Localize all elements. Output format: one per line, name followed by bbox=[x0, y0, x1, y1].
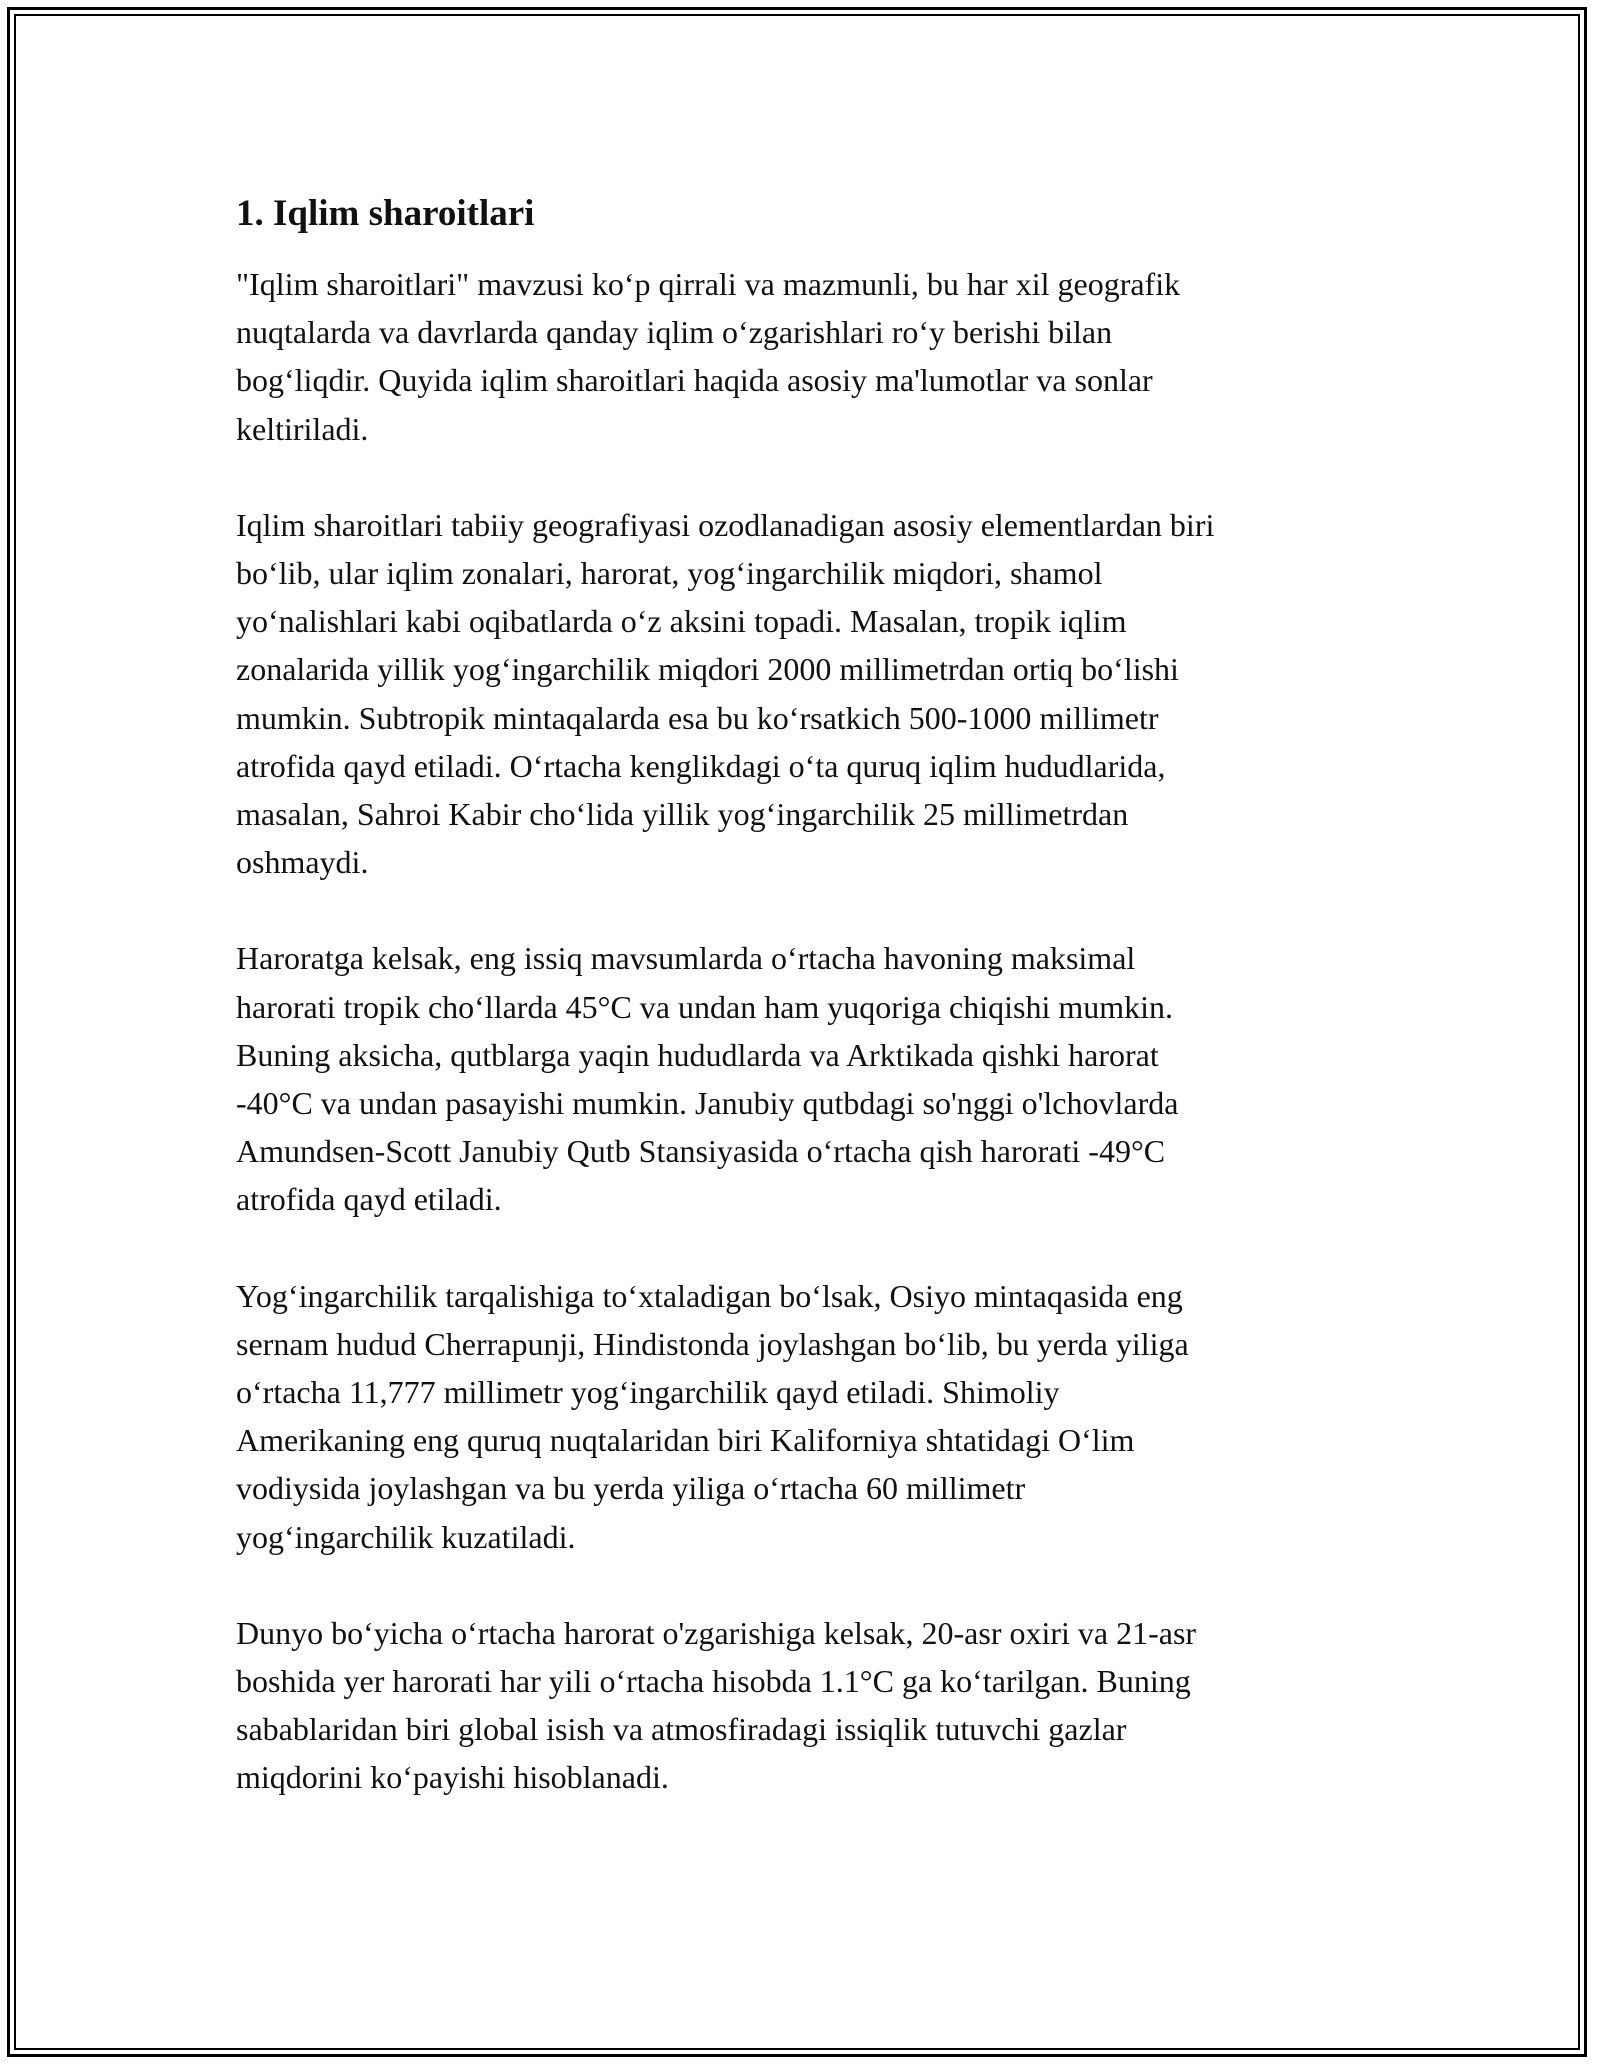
paragraph-precipitation-distribution: Yogʻingarchilik tarqalishiga toʻxtaladigan boʻlsak, Osiyo mintaqasida eng sernam hudud Cherrapunji, Hindistonda joylashgan boʻlib, bu yerda yiliga oʻrtacha 11,777 millimetr yogʻingarchilik qayd etiladi. Shimoliy Amerikaning eng quruq nuqtalaridan biri Kaliforniya shtatidagi Oʻlim vodiysida joylashgan va bu yerda yiliga oʻrtacha 60 millimetr yogʻingarchilik kuzatiladi. bbox=[236, 1277, 1189, 1555]
document-body bbox=[236, 188, 1366, 1850]
section-heading: 1. Iqlim sharoitlari bbox=[236, 193, 535, 234]
paragraph-global-warming: Dunyo boʻyicha oʻrtacha harorat o'zgarishiga kelsak, 20-asr oxiri va 21-asr boshida yer harorati har yili oʻrtacha hisobda 1.1°C ga koʻtarilgan. Buning sabablaridan biri global isish va atmosfiradagi issiqlik tutuvchi gazlar miqdorini koʻpayishi hisoblanadi. bbox=[236, 1614, 1197, 1796]
paragraph-intro: "Iqlim sharoitlari" mavzusi koʻp qirrali va mazmunli, bu har xil geografik nuqtalarda va davrlarda qanday iqlim oʻzgarishlari roʻy berishi bilan bogʻliqdir. Quyida iqlim sharoitlari haqida asosiy ma'lumotlar va sonlar keltiriladi. bbox=[236, 266, 1181, 447]
paragraph-temperature: Haroratga kelsak, eng issiq mavsumlarda oʻrtacha havoning maksimal harorati tropik choʻllarda 45°C va undan ham yuqoriga chiqishi mumkin. Buning aksicha, qutblarga yaqin hududlarda va Arktikada qishki harorat -40°C va undan pasayishi mumkin. Janubiy qutbdagi so'nggi o'lchovlarda Amundsen-Scott Janubiy Qutb Stansiyasida oʻrtacha qish harorati -49°C atrofida qayd etiladi. bbox=[236, 940, 1179, 1218]
paragraph-precipitation-zones: Iqlim sharoitlari tabiiy geografiyasi ozodlanadigan asosiy elementlardan biri boʻlib, ular iqlim zonalari, harorat, yogʻingarchilik miqdori, shamol yoʻnalishlari kabi oqibatlarda oʻz aksini topadi. Masalan, tropik iqlim zonalarida yillik yogʻingarchilik miqdori 2000 millimetrdan ortiq boʻlishi mumkin. Subtropik mintaqalarda esa bu koʻrsatkich 500-1000 millimetr atrofida qayd etiladi. Oʻrtacha kenglikdagi oʻta quruq iqlim hududlarida, masalan, Sahroi Kabir choʻlida yillik yogʻingarchilik 25 millimetrdan oshmaydi. bbox=[236, 506, 1215, 881]
